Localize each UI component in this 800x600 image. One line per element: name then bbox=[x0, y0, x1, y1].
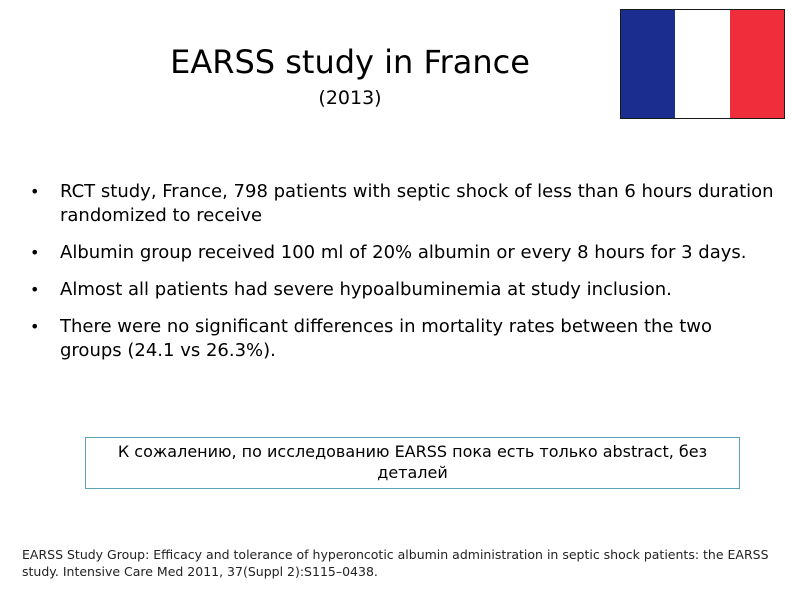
citation-text: EARSS Study Group: Efficacy and tolerance of hyperoncotic albumin administration in septic shock patients: the EARSS study. Intensive Care Med 2011, 37(Suppl 2):S115–0438. bbox=[22, 547, 769, 579]
bullet-item bbox=[30, 278, 775, 302]
bullet-item bbox=[30, 315, 775, 363]
bullet-item bbox=[30, 180, 775, 228]
bullet-text: Almost all patients had severe hypoalbuminemia at study inclusion. bbox=[60, 279, 672, 300]
flag-stripe-white bbox=[675, 10, 729, 118]
slide-subtitle: (2013) bbox=[318, 87, 382, 109]
flag-stripe-red bbox=[730, 10, 784, 118]
bullet-list bbox=[30, 180, 775, 376]
bullet-icon: • bbox=[30, 317, 40, 336]
bullet-icon: • bbox=[30, 182, 40, 201]
bullet-item bbox=[30, 241, 775, 265]
flag-stripe-blue bbox=[621, 10, 675, 118]
slide-title: EARSS study in France bbox=[170, 43, 530, 81]
france-flag-image bbox=[620, 9, 785, 119]
bullet-icon: • bbox=[30, 280, 40, 299]
note-box: К сожалению, по исследованию EARSS пока есть только abstract, без деталей bbox=[85, 437, 740, 489]
bullet-text: There were no significant differences in mortality rates between the two groups (24.1 vs 26.3%). bbox=[60, 316, 713, 361]
bullet-text: Albumin group received 100 ml of 20% albumin or every 8 hours for 3 days. bbox=[60, 242, 747, 263]
bullet-text: RCT study, France, 798 patients with septic shock of less than 6 hours duration randomized to receive bbox=[60, 181, 774, 226]
bullet-icon: • bbox=[30, 243, 40, 262]
